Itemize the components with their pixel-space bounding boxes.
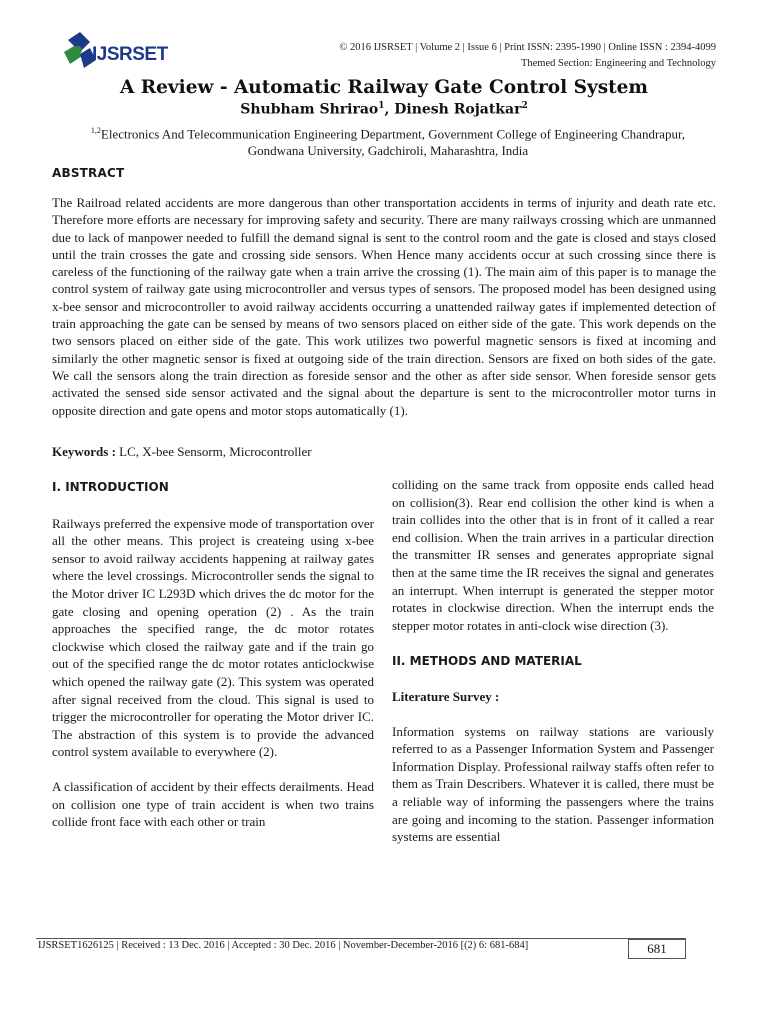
- journal-info: [339, 40, 716, 72]
- body-paragraph: A classification of accident by their effects derailments. Head on collision one type of train accident is when two trains collide front face with each other or train: [52, 778, 374, 830]
- author-affil-mark: 1: [378, 101, 385, 111]
- abstract-text: The Railroad related accidents are more dangerous than other transportation accidents in terms of injurity and death rate etc. Therefore more efforts are necessary for improving safety and security. There are many railways crossing which are unmanned due to lack of manpower needed to fulfill the demand signal is sent to the control room and the gate is closed and stays closed until the train crosses the gate and crossing side sensors. When Hence many accidents occur at such crossing since there is careless of the functioning of the railway gate when a train arrive the crossing (1). The main aim of this paper is to manage the control system of railway gate using microcontroller and versus types of sensors. The proposed model has been designed using x-bee sensor and microcontroller to avoid railway accidents occurring a unattended railway gates if implemented detection of train approaching the gate can be sensed by means of two sensors placed on either side of the gate. This work depends on the two sensors placed on either side of the gate. This work utilizes two powerful magnetic sensors is fixed at incoming and similarly the other magnetic sensor is fixed at outgoing side of the train direction. Sensors are fixed on both sides of the gate. We call the sensors along the train direction as foreside sensor and the other as after side sensor. When foreside sensor gets activated the sensed side sensor activated and the signal about the departure is sent to the microcontroller motor turns in opposite direction and gate opens and motor stops automatically (1).: [52, 195, 716, 418]
- left-column: [52, 476, 374, 831]
- keywords: [52, 444, 312, 460]
- paper-title: A Review - Automatic Railway Gate Control System: [119, 77, 649, 98]
- section-heading-introduction: I. INTRODUCTION: [52, 480, 169, 494]
- footer-rule: [36, 938, 628, 939]
- section-heading-methods: II. METHODS AND MATERIAL: [392, 654, 582, 669]
- journal-logo-text: IJSRSET: [92, 44, 168, 65]
- journal-info-line2: Themed Section: Engineering and Technology: [520, 58, 716, 69]
- keywords-list: LC, X-bee Sensorm, Microcontroller: [115, 444, 312, 459]
- affiliation-line1: Electronics And Telecommunication Engineering Department, Government College of Engineering Chandrapur,: [100, 126, 686, 142]
- footer-citation: IJSRSET1626125 | Received : 13 Dec. 2016 | Accepted : 30 Dec. 2016 | November-December-2016 [(2) 6: 681-684]: [38, 940, 529, 951]
- author-line: [0, 101, 768, 118]
- author-name: Shubham Shrirao: [240, 101, 379, 118]
- body-paragraph: colliding on the same track from opposite ends called head on collision(3). Rear end collision the other kind is when a train collides into the other that is in front of it called a rear end collision. When the train arrives in a particular direction the transmitter IR senses and generates appropriate signal then at the same time the IR receives the signal and generates an interrupt. When interrupt is generated the stepper motor rotates in clockwise direction. When the interrupt ends the stepper motor rotates in anti-clock wise direction (3).: [392, 477, 714, 633]
- body-paragraph: Information systems on railway stations are variously referred to as a Passenger Information System and Passenger Information Display. Professional railway staffs often refer to them as Train Describers. Whatever it is called, there must be a reliable way of informing the passengers where the trains are going and incoming to the station. Passenger information systems are essential: [392, 723, 714, 845]
- affiliation: [58, 122, 718, 159]
- abstract-heading: ABSTRACT: [52, 166, 125, 180]
- journal-logo: [60, 30, 170, 72]
- page-number: 681: [628, 938, 686, 959]
- keywords-label: Keywords :: [52, 444, 116, 459]
- author-separator: ,: [384, 101, 395, 118]
- author-name: Dinesh Rojatkar: [394, 101, 522, 118]
- author-affil-mark: 2: [521, 101, 528, 111]
- right-column: [392, 476, 714, 846]
- body-paragraph: Railways preferred the expensive mode of transportation over all the other means. This project is createing using x-bee sensor to avoid railway accidents happening at railway gates where the level crossings. Microcontroller sends the signal to the Motor driver IC L293D which drives the dc motor for the gate closing and opening operation (2) . As the train approaches the specified range, the dc motor rotates clockwise which closed the railway gate and if the train go out of the specified range the dc motor rotates anticlockwise which opened the railway gate (2). This system was operated after signal received from the cloud. This signal is used to trigger the microcontroller for operating the Motor driver IC. The abstraction of this system is to provide the advanced control system available to everywhere (2).: [52, 515, 374, 760]
- affiliation-mark: 1,2: [90, 126, 101, 135]
- subsection-heading-literature-survey: Literature Survey :: [392, 688, 500, 704]
- journal-info-line1: © 2016 IJSRSET | Volume 2 | Issue 6 | Print ISSN: 2395-1990 | Online ISSN : 2394-4099: [339, 42, 716, 53]
- affiliation-line2: Gondwana University, Gadchiroli, Maharashtra, India: [247, 143, 529, 159]
